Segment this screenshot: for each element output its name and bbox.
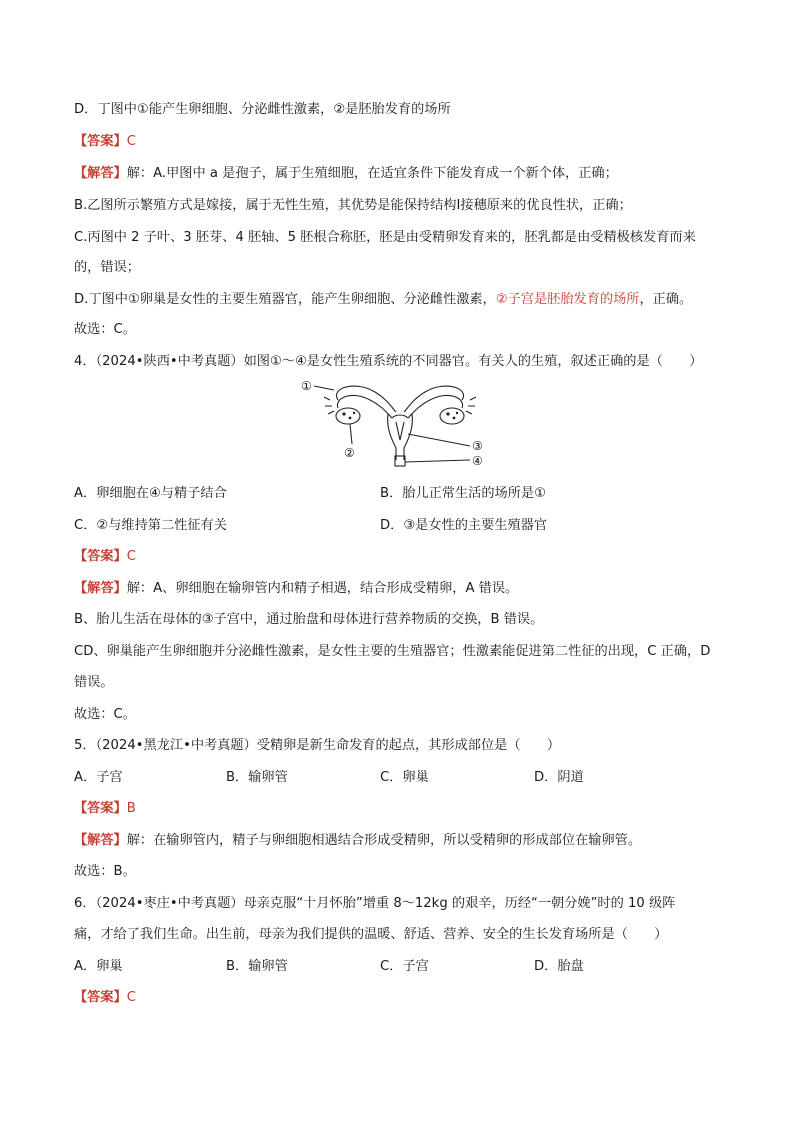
- explanation-tag: 【解答】: [74, 833, 127, 848]
- figure-label-4: ④: [472, 454, 483, 468]
- figure-label-2: ②: [344, 446, 355, 460]
- answer-value: C: [126, 990, 136, 1005]
- answer-value: C: [126, 134, 136, 149]
- explanation-tag: 【解答】: [74, 166, 127, 181]
- q6-option-c: C．子宫: [380, 959, 429, 974]
- figure-label-1: ①: [301, 379, 312, 393]
- q3-option-d: D．丁图中①能产生卵细胞、分泌雌性激素，②是胚胎发育的场所: [74, 102, 451, 117]
- explanation-text: 解：A.甲图中 a 是孢子，属于生殖细胞，在适宜条件下能发育成一个新个体，正确；: [126, 166, 618, 181]
- q4-conclusion: 故选：C。: [74, 707, 136, 722]
- q6-stem-2: 痛，才给了我们生命。出生前，母亲为我们提供的温暖、舒适、营养、安全的生长发育场所是（ ）: [74, 927, 668, 942]
- q4-option-d: D．③是女性的主要生殖器官: [380, 518, 548, 533]
- q4-explanation-3b: 错误。: [74, 675, 114, 690]
- q3-explanation-4: [74, 290, 692, 310]
- explanation-text-end: ，正确。: [639, 292, 693, 307]
- q6-option-d: D．胎盘: [534, 959, 584, 974]
- explanation-text: D.丁图中①卵巢是女性的主要生殖器官，能产生卵细胞、分泌雌性激素，: [74, 292, 496, 307]
- answer-tag: 【答案】: [74, 990, 127, 1005]
- q5-option-b: B．输卵管: [226, 770, 288, 785]
- answer-tag: 【答案】: [74, 134, 127, 149]
- q3-explanation-3a: C.丙图中 2 子叶、3 胚芽、4 胚轴、5 胚根合称胚，胚是由受精卵发育来的，胚乳都是由受精极核发育而来: [74, 230, 696, 245]
- q5-conclusion: 故选：B。: [74, 864, 136, 879]
- figure-label-3: ③: [472, 439, 483, 453]
- q4-explanation-1: [74, 579, 518, 599]
- answer-tag: 【答案】: [74, 801, 127, 816]
- q6-option-b: B．输卵管: [226, 959, 288, 974]
- q5-option-c: C．卵巢: [380, 770, 429, 785]
- q6-stem-1: 6．（2024•枣庄•中考真题）母亲克服“十月怀胎”增重 8～12kg 的艰辛，历经“一朝分娩”时的 10 级阵: [74, 896, 676, 911]
- q3-explanation-2: B.乙图所示繁殖方式是嫁接，属于无性生殖，其优势是能保持结构Ⅰ接穗原来的优良性状，正确；: [74, 198, 632, 213]
- q4-option-a: A．卵细胞在④与精子结合: [74, 486, 227, 501]
- q3-explanation-3b: 的，错误；: [74, 260, 140, 275]
- q3-conclusion: 故选：C。: [74, 322, 136, 337]
- q5-answer: [74, 799, 136, 819]
- female-reproductive-system-figure: [300, 378, 500, 470]
- explanation-tag: 【解答】: [74, 581, 127, 596]
- q4-explanation-3a: CD、卵巢能产生卵细胞并分泌雌性激素，是女性主要的生殖器官；性激素能促进第二性征的出现，C 正确，D: [74, 644, 711, 659]
- q5-explanation-1: [74, 831, 641, 851]
- q5-option-a: A．子宫: [74, 770, 123, 785]
- answer-value: B: [126, 801, 136, 816]
- explanation-text: 解：A、卵细胞在输卵管内和精子相遇，结合形成受精卵，A 错误。: [126, 581, 519, 596]
- explanation-text: 解：在输卵管内，精子与卵细胞相遇结合形成受精卵，所以受精卵的形成部位在输卵管。: [126, 833, 642, 848]
- q4-stem: 4．（2024•陕西•中考真题）如图①～④是女性生殖系统的不同器官。有关人的生殖，叙述正确的是（ ）: [74, 354, 703, 369]
- q4-option-c: C．②与维持第二性征有关: [74, 518, 227, 533]
- q4-explanation-2: B、胎儿生活在母体的③子宫中，通过胎盘和母体进行营养物质的交换，B 错误。: [74, 612, 544, 627]
- q5-stem: 5．（2024•黑龙江•中考真题）受精卵是新生命发育的起点，其形成部位是（ ）: [74, 738, 561, 753]
- q6-answer: [74, 988, 136, 1008]
- q4-answer: [74, 547, 136, 567]
- answer-value: C: [126, 549, 136, 564]
- q5-option-d: D．阴道: [534, 770, 584, 785]
- highlighted-text: ②子宫是胚胎发育的场所: [495, 292, 640, 307]
- q4-option-b: B．胎儿正常生活的场所是①: [380, 486, 546, 501]
- q6-option-a: A．卵巢: [74, 959, 123, 974]
- answer-tag: 【答案】: [74, 549, 127, 564]
- q3-explanation-1: [74, 164, 618, 184]
- q3-answer: [74, 132, 136, 152]
